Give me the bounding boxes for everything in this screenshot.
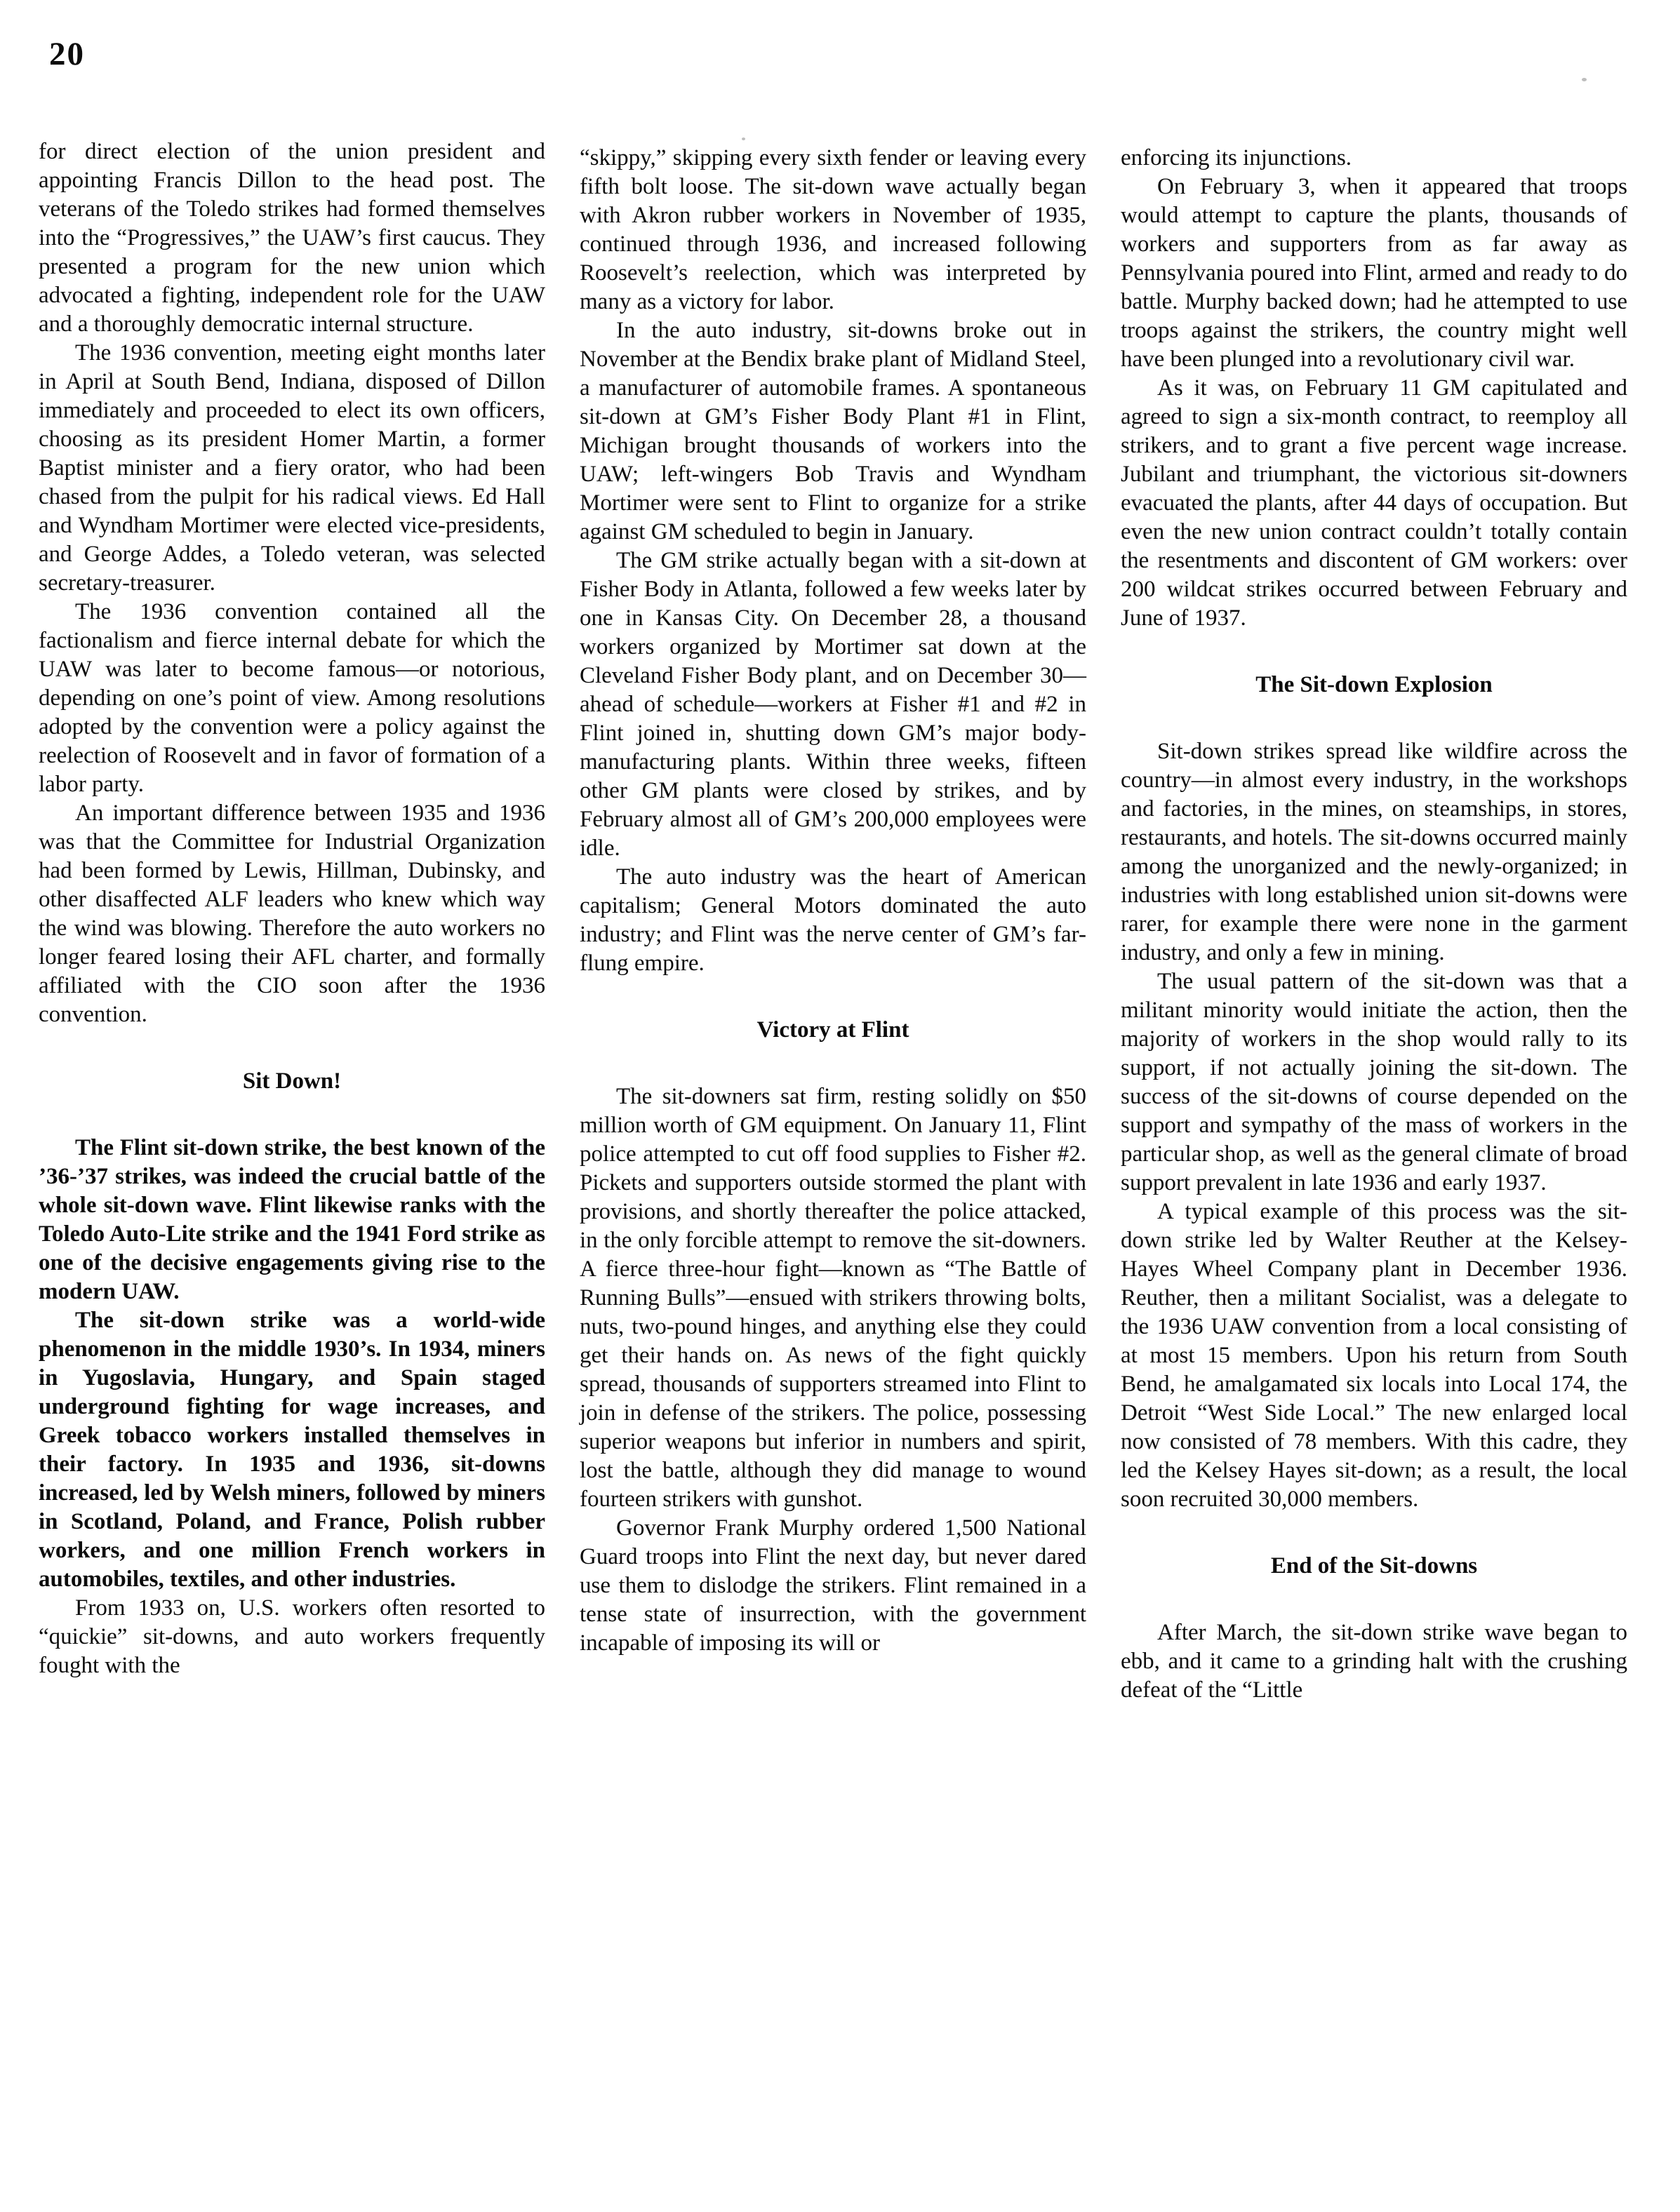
paragraph: The 1936 convention contained all the factionalism and fierce internal debate for which the UAW was later to become famous—or notorious, depending on one’s point of view. Among resolutions adopted by the convention were a policy against the reelection of Roosevelt and in favor of formation of a labor party. [39,599,545,797]
text-column-middle [580,144,1086,1658]
paragraph: After March, the sit-down strike wave began to ebb, and it came to a grinding halt with the crushing defeat of the “Little [1121,1620,1627,1703]
paragraph: The sit-down strike was a world-wide phenomenon in the middle 1930’s. In 1934, miners in Yugoslavia, Hungary, and Spain staged underground fighting for wage increases, and Greek tobacco workers installed themselves in their factory. In 1935 and 1936, sit-downs increased, led by Welsh miners, followed by miners in Scotland, Poland, and France, Polish rubber workers, and one million French workers in automobiles, textiles, and other industries. [39,1308,545,1592]
paragraph: The sit-downers sat firm, resting solidly on $50 million worth of GM equipment. On January 11, Flint police attempted to cut off food supplies to Fisher #2. Pickets and supporters outside stormed the plant with provisions, and shortly thereafter the police attacked, in the only forcible attempt to remove the sit-downers. A fierce three-hour fight—known as “The Battle of Running Bulls”—ensued with strikers throwing bolts, nuts, two-pound hinges, and anything else they could get their hands on. As news of the fight quickly spread, thousands of supporters streamed into Flint to join in defense of the strikers. The police, possessing superior weapons but inferior in numbers and spirit, lost the battle, although they did manage to wound fourteen strikers with gunshot. [580,1084,1086,1512]
paragraph: for direct election of the union president and appointing Francis Dillon to the head post. The veterans of the Toledo strikes had formed themselves into the “Progressives,” the UAW’s first caucus. They presented a program for the new union which advocated a fighting, independent role for the UAW and a thoroughly democratic internal structure. [39,139,545,337]
scan-artifact-dot [742,138,745,140]
text-column-left [39,138,545,1680]
paragraph: “skippy,” skipping every sixth fender or leaving every fifth bolt loose. The sit-down wave actually began with Akron rubber workers in November of 1935, continued through 1936, and increased following Roosevelt’s reelection, which was interpreted by many as a victory for labor. [580,145,1086,314]
section-heading: The Sit-down Explosion [1255,672,1493,697]
paragraph: enforcing its injunctions. [1121,145,1352,170]
scan-artifact-dot [1582,78,1587,81]
paragraph: The 1936 convention, meeting eight months later in April at South Bend, Indiana, disposed of Dillon immediately and proceeded to elect its own officers, choosing as its president Homer Martin, a former Baptist minister and a fiery orator, who had been chased from the pulpit for his radical views. Ed Hall and Wyndham Mortimer were elected vice-presidents, and George Addes, a Toledo veteran, was selected secretary-treasurer. [39,340,545,596]
paragraph: The Flint sit-down strike, the best known of the ’36-’37 strikes, was indeed the crucial battle of the whole sit-down wave. Flint likewise ranks with the Toledo Auto-Lite strike and the 1941 Ford strike as one of the decisive engagements giving rise to the modern UAW. [39,1135,545,1304]
page-number: 20 [49,36,85,72]
paragraph: From 1933 on, U.S. workers often resorted to “quickie” sit-downs, and auto workers frequently fought with the [39,1595,545,1678]
paragraph: The GM strike actually began with a sit-down at Fisher Body in Atlanta, followed a few weeks later by one in Kansas City. On December 28, a thousand workers organized by Mortimer sat down at the Cleveland Fisher Body plant, and on December 30—ahead of schedule—workers at Fisher #1 and #2 in Flint joined in, shutting down GM’s major body-manufacturing plants. Within three weeks, fifteen other GM plants were closed by strikes, and by February almost all of GM’s 200,000 employees were idle. [580,548,1086,861]
paragraph: As it was, on February 11 GM capitulated and agreed to sign a six-month contract, to reemploy all strikers, and to grant a five percent wage increase. Jubilant and triumphant, the victorious sit-downers evacuated the plants, after 44 days of occupation. But even the new union contract couldn’t totally contain the resentments and discontent of GM workers: over 200 wildcat strikes occurred between February and June of 1937. [1121,375,1627,631]
paragraph: On February 3, when it appeared that troops would attempt to capture the plants, thousands of workers and supporters from as far away as Pennsylvania poured into Flint, armed and ready to do battle. Murphy backed down; had he attempted to use troops against the strikers, the country might well have been plunged into a revolutionary civil war. [1121,174,1627,372]
section-heading: Victory at Flint [756,1017,909,1043]
paragraph: The usual pattern of the sit-down was that a militant minority would initiate the action, then the majority of workers in the shop would rally to its support, if not actually joining the sit-down. The success of the sit-downs of course depended on the support and sympathy of the mass of workers in the particular shop, as well as the general climate of broad support prevalent in late 1936 and early 1937. [1121,969,1627,1195]
paragraph: Sit-down strikes spread like wildfire across the country—in almost every industry, in the workshops and factories, in the mines, on steamships, in stores, restaurants, and hotels. The sit-downs occurred mainly among the unorganized and the newly-organized; in industries with long established union sit-downs were rarer, for example there were none in the garment industry, and only a few in mining. [1121,739,1627,965]
section-heading: End of the Sit-downs [1270,1553,1478,1578]
paragraph: The auto industry was the heart of American capitalism; General Motors dominated the auto industry; and Flint was the nerve center of GM’s far-flung empire. [580,864,1086,976]
paragraph: An important difference between 1935 and 1936 was that the Committee for Industrial Organization had been formed by Lewis, Hillman, Dubinsky, and other disaffected ALF leaders who knew which way the wind was blowing. Therefore the auto workers no longer feared losing their AFL charter, and formally affiliated with the CIO soon after the 1936 convention. [39,800,545,1027]
section-heading: Sit Down! [242,1068,342,1094]
text-column-right [1121,144,1627,1705]
paragraph: In the auto industry, sit-downs broke out in November at the Bendix brake plant of Midland Steel, a manufacturer of automobile frames. A spontaneous sit-down at GM’s Fisher Body Plant #1 in Flint, Michigan brought thousands of workers into the UAW; left-wingers Bob Travis and Wyndham Mortimer were sent to Flint to organize for a strike against GM scheduled to begin in January. [580,318,1086,544]
paragraph: Governor Frank Murphy ordered 1,500 National Guard troops into Flint the next day, but never dared use them to dislodge the strikers. Flint remained in a tense state of insurrection, with the government incapable of imposing its will or [580,1515,1086,1656]
paragraph: A typical example of this process was the sit-down strike led by Walter Reuther at the Kelsey-Hayes Wheel Company plant in December 1936. Reuther, then a militant Socialist, was a delegate to the 1936 UAW convention from a local consisting of at most 15 members. Upon his return from South Bend, he amalgamated six locals into Local 174, the Detroit “West Side Local.” The new enlarged local now consisted of 78 members. With this cadre, they led the Kelsey Hayes sit-down; as a result, the local soon recruited 30,000 members. [1121,1199,1627,1512]
